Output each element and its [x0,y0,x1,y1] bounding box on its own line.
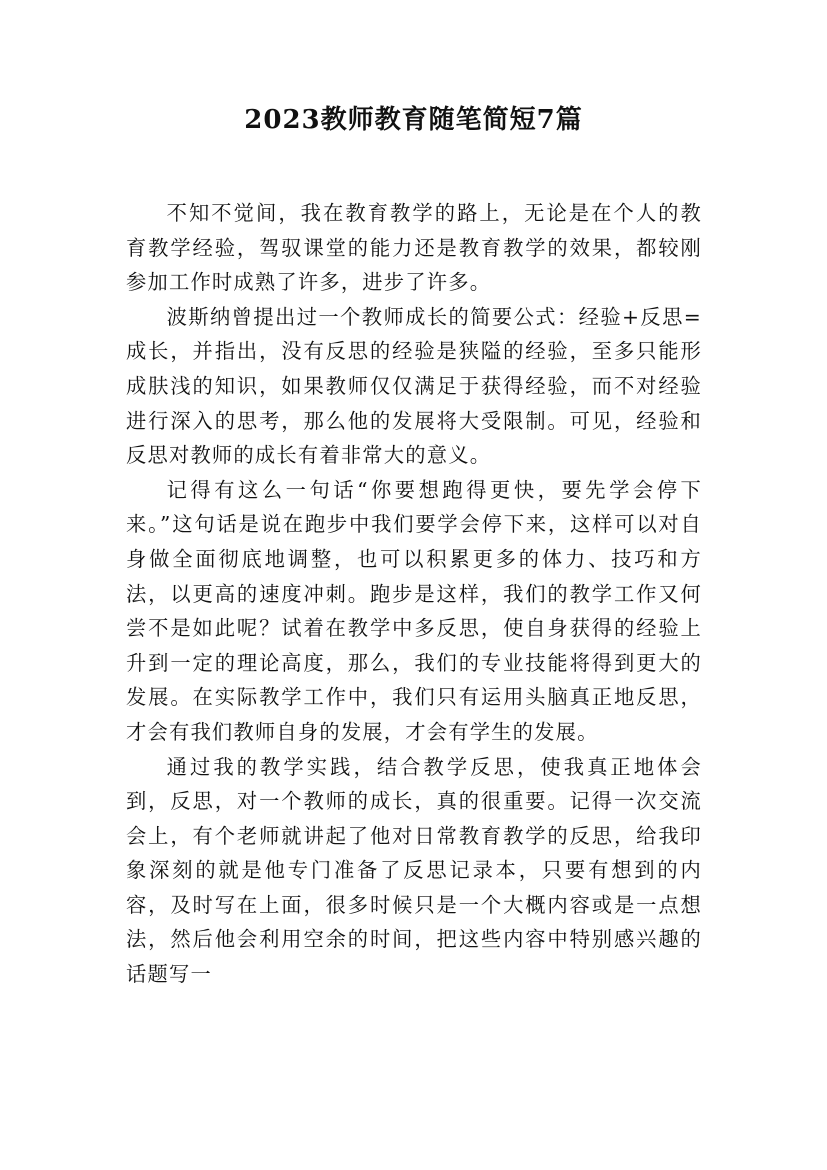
document-title: 2023教师教育随笔简短7篇 [244,105,583,135]
paragraph: 波斯纳曾提出过一个教师成长的简要公式：经验+反思=成长，并指出，没有反思的经验是狭隘的经验，至多只能形成肤浅的知识，如果教师仅仅满足于获得经验，而不对经验进行深入的思考，那么他的发展将大受限制。可见，经验和反思对教师的成长有着非常大的意义。 [126,304,702,468]
paragraph: 通过我的教学实践，结合教学反思，使我真正地体会到，反思，对一个教师的成长，真的很重要。记得一次交流会上，有个老师就讲起了他对日常教育教学的反思，给我印象深刻的就是他专门准备了反思记录本，只要有想到的内容，及时写在上面，很多时候只是一个大概内容或是一点想法，然后他会利用空余的时间，把这些内容中特别感兴趣的话题写一 [126,754,702,987]
paragraph: 不知不觉间，我在教育教学的路上，无论是在个人的教育教学经验，驾驭课堂的能力还是教育教学的效果，都较刚参加工作时成熟了许多，进步了许多。 [126,201,702,295]
document-body [126,196,702,992]
paragraph: 记得有这么一句话“你要想跑得更快，要先学会停下来。”这句话是说在跑步中我们要学会停下来，这样可以对自身做全面彻底地调整，也可以积累更多的体力、技巧和方法，以更高的速度冲刺。跑步是这样，我们的教学工作又何尝不是如此呢？试着在教学中多反思，使自身获得的经验上升到一定的理论高度，那么，我们的专业技能将得到更大的发展。在实际教学工作中，我们只有运用头脑真正地反思，才会有我们教师自身的发展，才会有学生的发展。 [126,477,702,744]
